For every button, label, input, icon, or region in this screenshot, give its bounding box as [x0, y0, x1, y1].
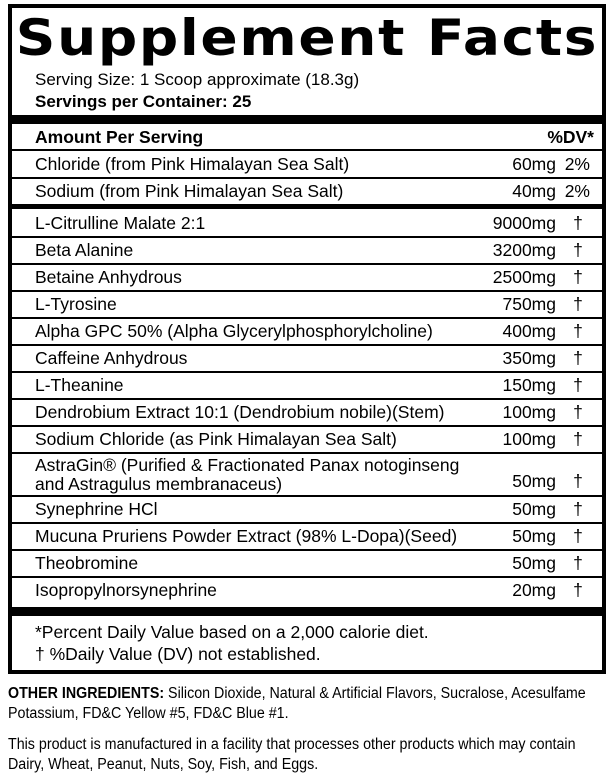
other-ingredients-label: OTHER INGREDIENTS: [8, 685, 165, 702]
nutrient-dv: † [573, 402, 583, 422]
nutrient-row [12, 210, 602, 237]
panel-title: Supplement Facts [15, 9, 599, 67]
nutrient-amount: 20mg [512, 580, 556, 600]
other-ingredients-text: Silicon Dioxide, Natural & Artificial Flavors, Sucralose, Acesulfame Potassium, FD&C Yellow #5, FD&C Blue #1. [8, 685, 586, 722]
nutrient-amount: 750mg [502, 294, 556, 314]
nutrient-dv: 2% [564, 181, 590, 201]
nutrient-amount: 100mg [502, 402, 556, 422]
nutrient-amount: 2500mg [492, 267, 556, 287]
nutrient-row [12, 318, 602, 345]
nutrient-name: Alpha GPC 50% (Alpha Glycerylphosphorylcholine) [35, 321, 433, 341]
nutrient-dv: † [573, 267, 583, 287]
nutrient-amount: 50mg [512, 471, 556, 491]
nutrient-dv: † [573, 471, 583, 491]
divider-thick [12, 115, 602, 124]
nutrient-row [12, 496, 602, 523]
footnote-dv: *Percent Daily Value based on a 2,000 calorie diet. [35, 622, 429, 642]
nutrient-dv: † [573, 375, 583, 395]
nutrient-amount: 60mg [512, 154, 556, 174]
nutrient-row [12, 399, 602, 426]
nutrient-dv: † [573, 499, 583, 519]
nutrient-row [12, 178, 602, 205]
nutrient-row [12, 151, 602, 178]
nutrient-amount: 40mg [512, 181, 556, 201]
nutrient-dv: † [573, 348, 583, 368]
other-ingredients [8, 684, 597, 724]
nutrient-row [12, 237, 602, 264]
nutrient-amount: 50mg [512, 526, 556, 546]
nutrient-dv: 2% [564, 154, 590, 174]
divider-thick [12, 607, 602, 616]
nutrient-name: Chloride (from Pink Himalayan Sea Salt) [35, 154, 350, 174]
nutrient-name: Sodium (from Pink Himalayan Sea Salt) [35, 181, 344, 201]
nutrient-amount: 50mg [512, 553, 556, 573]
divider-medium [12, 204, 602, 209]
nutrient-name: L-Tyrosine [35, 294, 117, 314]
amount-header-row [12, 124, 602, 151]
nutrient-amount: 350mg [502, 348, 556, 368]
nutrient-row [12, 426, 602, 453]
nutrient-dv: † [573, 553, 583, 573]
nutrient-dv: † [573, 580, 583, 600]
nutrient-row [12, 453, 602, 495]
nutrient-row [12, 291, 602, 318]
nutrient-name: AstraGin® (Purified & Fractionated Panax notoginseng and Astragulus membranaceus) [35, 455, 460, 494]
amount-per-serving-label: Amount Per Serving [35, 127, 204, 147]
nutrient-name: Theobromine [35, 553, 139, 573]
nutrient-name: Caffeine Anhydrous [35, 348, 188, 368]
servings-per-container: Servings per Container: 25 [35, 92, 252, 111]
nutrient-row [12, 523, 602, 550]
nutrient-name: Mucuna Pruriens Powder Extract (98% L-Dopa)(Seed) [35, 526, 458, 546]
nutrient-row [12, 372, 602, 399]
nutrient-dv: † [573, 526, 583, 546]
nutrient-dv: † [573, 213, 583, 233]
nutrient-amount: 100mg [502, 429, 556, 449]
nutrient-name: Synephrine HCl [35, 499, 158, 519]
dv-header-label: %DV* [547, 127, 594, 147]
nutrient-row [12, 550, 602, 577]
nutrient-amount: 150mg [502, 375, 556, 395]
nutrient-name: L-Citrulline Malate 2:1 [35, 213, 206, 233]
nutrient-row [12, 264, 602, 291]
nutrient-amount: 3200mg [492, 240, 556, 260]
nutrient-name: Beta Alanine [35, 240, 134, 260]
nutrient-name: L-Theanine [35, 375, 124, 395]
nutrient-row [12, 577, 602, 604]
nutrient-amount: 400mg [502, 321, 556, 341]
nutrient-dv: † [573, 240, 583, 260]
nutrient-name: Isopropylnorsynephrine [35, 580, 217, 600]
nutrient-dv: † [573, 321, 583, 341]
supplement-facts-panel [8, 4, 606, 674]
nutrient-dv: † [573, 294, 583, 314]
footnote-dagger: † %Daily Value (DV) not established. [35, 644, 321, 664]
facility-notice: This product is manufactured in a facility that processes other products which may contain Dairy, Wheat, Peanut, Nuts, Soy, Fish, and Eggs. [8, 736, 576, 773]
nutrient-amount: 50mg [512, 499, 556, 519]
nutrient-name: Dendrobium Extract 10:1 (Dendrobium nobile)(Stem) [35, 402, 445, 422]
nutrient-dv: † [573, 429, 583, 449]
serving-size: Serving Size: 1 Scoop approximate (18.3g) [35, 70, 360, 89]
nutrient-amount: 9000mg [492, 213, 556, 233]
nutrient-row [12, 345, 602, 372]
nutrient-name: Betaine Anhydrous [35, 267, 182, 287]
nutrient-name: Sodium Chloride (as Pink Himalayan Sea Salt) [35, 429, 397, 449]
